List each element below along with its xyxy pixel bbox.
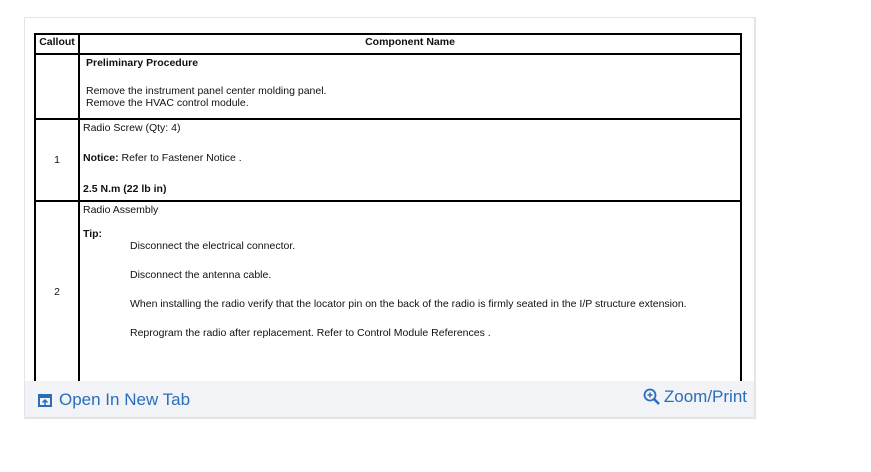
component-name-header: Component Name xyxy=(79,34,741,54)
tip-item[interactable]: Reprogram the radio after replacement. Refer to Control Module References . xyxy=(130,327,491,339)
callout-number: 1 xyxy=(35,119,79,201)
callout-header: Callout xyxy=(35,34,79,54)
notice-link[interactable]: Refer to Fastener Notice . xyxy=(118,152,242,164)
callout-number: 2 xyxy=(35,201,79,382)
table-row xyxy=(35,119,741,201)
tip-label: Tip: xyxy=(83,228,103,240)
component-table xyxy=(34,33,742,383)
open-new-tab-icon xyxy=(38,394,52,407)
notice-label: Notice: xyxy=(83,152,119,164)
component-name: Radio Screw (Qty: 4) xyxy=(83,122,181,134)
table-header xyxy=(35,34,741,54)
zoom-in-icon xyxy=(643,388,661,406)
step-text: Remove the instrument panel center molding panel. xyxy=(86,85,327,97)
open-in-new-tab-button[interactable]: Open In New Tab xyxy=(38,390,190,410)
preliminary-title: Preliminary Procedure xyxy=(86,57,199,69)
component-name: Radio Assembly xyxy=(83,204,159,216)
torque-spec: 2.5 N.m (22 lb in) xyxy=(83,183,167,195)
table-row xyxy=(35,54,741,119)
step-text: Remove the HVAC control module. xyxy=(86,97,249,109)
tip-item: Disconnect the electrical connector. xyxy=(130,240,296,252)
zoom-print-button[interactable]: Zoom/Print xyxy=(643,387,747,407)
procedure-panel xyxy=(24,17,756,419)
table-row xyxy=(35,201,741,382)
tip-item: When installing the radio verify that the locator pin on the back of the radio is firmly seated in the I/P structure extension. xyxy=(130,298,687,310)
footer-bar xyxy=(25,381,754,417)
tip-item: Disconnect the antenna cable. xyxy=(130,269,272,281)
